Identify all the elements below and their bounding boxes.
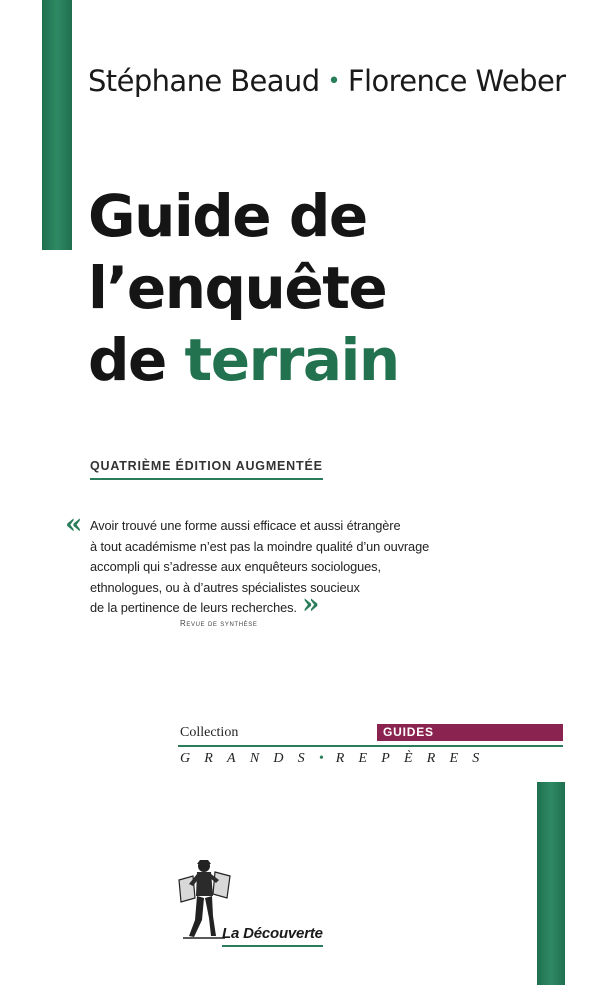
title-accent-word: terrain	[184, 326, 399, 394]
quote-line: accompli qui s’adresse aux enquêteurs sociologues,	[90, 559, 381, 574]
book-title	[88, 180, 399, 396]
authors	[88, 64, 566, 98]
title-line-2: l’enquête	[88, 254, 387, 322]
edition-label: QUATRIÈME ÉDITION AUGMENTÉE	[90, 459, 323, 480]
author-separator: •	[327, 69, 340, 94]
quote-line: à tout académisme n’est pas la moindre qualité d’un ouvrage	[90, 538, 430, 554]
quote-line: Avoir trouvé une forme aussi efficace et aussi étrangère	[90, 518, 401, 533]
series-part-2: REPÈRES	[335, 751, 494, 766]
title-line-3-prefix: de	[88, 326, 185, 394]
quote-open-mark: «	[65, 507, 83, 540]
quote-close-mark: »	[302, 587, 320, 620]
author-1: Stéphane Beaud	[88, 64, 320, 98]
publisher-name: La Découverte	[222, 925, 323, 947]
decorative-bar-bottom-right	[537, 782, 565, 985]
author-2: Florence Weber	[347, 64, 566, 98]
blurb-quote	[90, 516, 450, 619]
collection-tag-guides: GUIDES	[377, 724, 563, 741]
quote-line: de la pertinence de leurs recherches.	[90, 600, 297, 615]
series-part-1: GRANDS	[180, 751, 319, 766]
title-line-1: Guide de	[88, 182, 367, 250]
series-separator: •	[318, 751, 336, 766]
collection-divider	[178, 745, 563, 747]
title-line-3	[88, 324, 399, 396]
collection-label: Collection	[180, 725, 239, 740]
collection-series-name	[180, 751, 494, 767]
decorative-bar-top-left	[42, 0, 72, 250]
quote-source: Revue de synthèse	[180, 619, 258, 628]
quote-line: ethnologues, ou à d’autres spécialistes soucieux	[90, 579, 360, 595]
